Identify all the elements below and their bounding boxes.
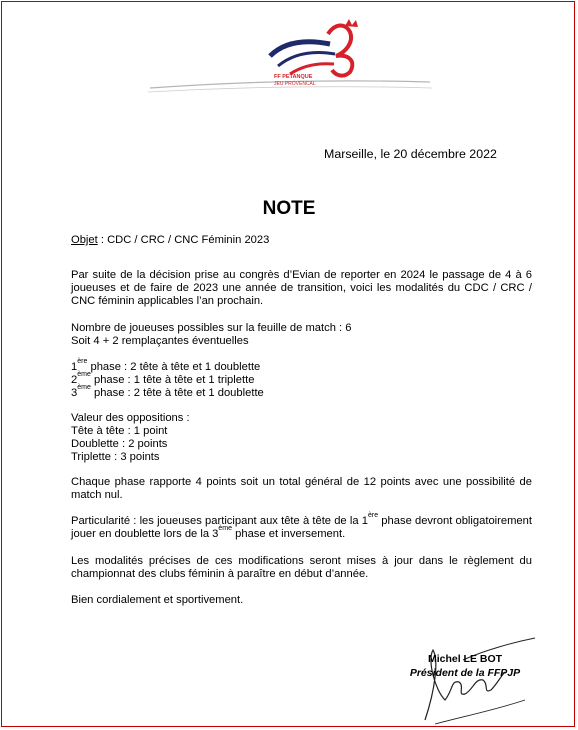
svg-text:JEU PROVENCAL: JEU PROVENCAL (274, 81, 316, 87)
svg-text:FF PETANQUE: FF PETANQUE (274, 74, 313, 80)
document-date: Marseille, le 20 décembre 2022 (324, 147, 497, 162)
particularite-paragraph: Particularité : les joueuses participant aux tête à tête de la 1ère phase devront obligatoirement jouer en doublette lors de la 3ème phase et inversement. (71, 512, 532, 540)
modalites-paragraph: Les modalités précises de ces modifications seront mises à jour dans le règlement du championnat des clubs féminin à paraître en début d’année. (71, 555, 532, 580)
value-item: Doublette : 2 points (71, 438, 168, 450)
subject-line (71, 234, 269, 247)
phase-line-1: 1ère phase : 2 tête à tête et 1 doublette (71, 358, 261, 373)
value-item: Tête à tête : 1 point (71, 425, 168, 437)
closing-line: Bien cordialement et sportivement. (71, 594, 244, 606)
phases-block (71, 358, 532, 400)
signatory-name: Michel LE BOT (427, 652, 503, 665)
points-paragraph: Chaque phase rapporte 4 points soit un total général de 12 points avec une possibilité de match nul. (71, 476, 532, 501)
phase-line-2: 2ème phase : 1 tête à tête et 1 triplette (71, 371, 255, 386)
ffpjp-logo (140, 16, 440, 96)
subject-text: : CDC / CRC / CNC Féminin 2023 (97, 234, 270, 246)
players-line-2: Soit 4 + 2 remplaçantes éventuelles (71, 335, 249, 347)
subject-label: Objet (71, 234, 98, 246)
value-item: Triplette : 3 points (71, 451, 160, 463)
phase-line-3: 3ème phase : 2 tête à tête et 1 doublette (71, 384, 264, 399)
intro-paragraph: Par suite de la décision prise au congrès d’Evian de reporter en 2024 le passage de 4 à 6 joueuses et de faire de 2023 une année de transition, voici les modalités du CDC / CRC / CNC féminin applicables l’an prochain. (71, 269, 532, 307)
signatory-role: Président de la FFPJP (409, 666, 521, 679)
players-block (71, 322, 532, 348)
players-line-1: Nombre de joueuses possibles sur la feuille de match : 6 (71, 322, 352, 334)
values-heading: Valeur des oppositions : (71, 412, 190, 424)
values-block (71, 412, 532, 464)
document-title: NOTE (262, 198, 316, 219)
